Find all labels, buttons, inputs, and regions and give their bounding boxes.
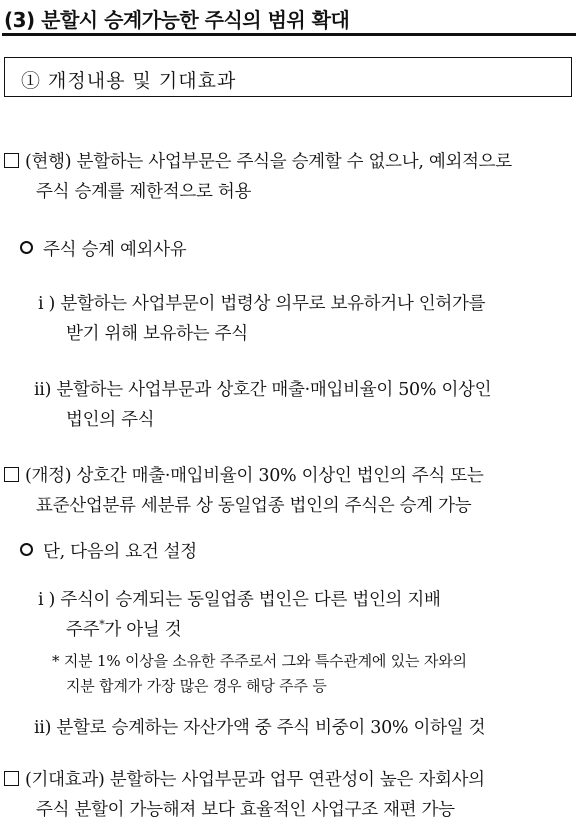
- effect-text-1: (기대효과) 분할하는 사업부문과 업무 연관성이 높은 자회사의: [25, 770, 485, 790]
- current-paragraph-line2: 주식 승계를 제한적으로 허용: [36, 182, 252, 202]
- title-underline: [2, 33, 576, 36]
- revised-item1-line2: [66, 616, 181, 641]
- effect-paragraph-line1: [4, 766, 485, 791]
- subsection-box: [4, 57, 572, 97]
- footnote-line1: * 지분 1% 이상을 소유한 주주로서 그와 특수관계에 있는 자와의: [52, 652, 467, 670]
- square-bullet-icon: [4, 467, 19, 482]
- current-item2-line1: ii) 분할하는 사업부문과 상호간 매출·매입비율이 50% 이상인: [34, 380, 492, 400]
- current-item1-line2: 받기 위해 보유하는 주식: [66, 324, 248, 344]
- revised-paragraph-line2: 표준산업분류 세분류 상 동일업종 법인의 주식은 승계 가능: [36, 496, 472, 516]
- current-text-1: (현행) 분할하는 사업부문은 주식을 승계할 수 없으나, 예외적으로: [25, 152, 512, 172]
- revised-item1-line1: i ) 주식이 승계되는 동일업종 법인은 다른 법인의 지배: [38, 590, 441, 610]
- current-sub-heading-text: 주식 승계 예외사유: [43, 240, 187, 260]
- revised-item1-text-pre: 주주: [66, 620, 100, 640]
- circle-bullet-icon: [20, 241, 33, 254]
- current-item2-line2: 법인의 주식: [66, 410, 155, 430]
- footnote-line2: 지분 합계가 가장 많은 경우 해당 주주 등: [66, 677, 327, 695]
- revised-text-1: (개정) 상호간 매출·매입비율이 30% 이상인 법인의 주식 또는: [25, 466, 484, 486]
- revised-sub-heading-text: 단, 다음의 요건 설정: [43, 542, 197, 562]
- square-bullet-icon: [4, 771, 19, 786]
- section-title: (3) 분할시 승계가능한 주식의 범위 확대: [4, 8, 350, 32]
- effect-paragraph-line2: 주식 분할이 가능해져 보다 효율적인 사업구조 재편 가능: [36, 800, 455, 820]
- current-item1-line1: i ) 분할하는 사업부문이 법령상 의무로 보유하거나 인허가를: [38, 294, 486, 314]
- revised-paragraph-line1: [4, 462, 483, 487]
- revised-sub-heading: [20, 538, 197, 563]
- current-paragraph-line1: [4, 148, 512, 173]
- subsection-heading: ① 개정내용 및 기대효과: [21, 70, 237, 92]
- footnote-marker: *: [99, 618, 105, 632]
- revised-item2-line1: ii) 분할로 승계하는 자산가액 중 주식 비중이 30% 이하일 것: [34, 718, 486, 738]
- square-bullet-icon: [4, 153, 19, 168]
- revised-item1-text-post: 가 아닐 것: [104, 620, 182, 640]
- circle-bullet-icon: [20, 543, 33, 556]
- current-sub-heading: [20, 236, 186, 261]
